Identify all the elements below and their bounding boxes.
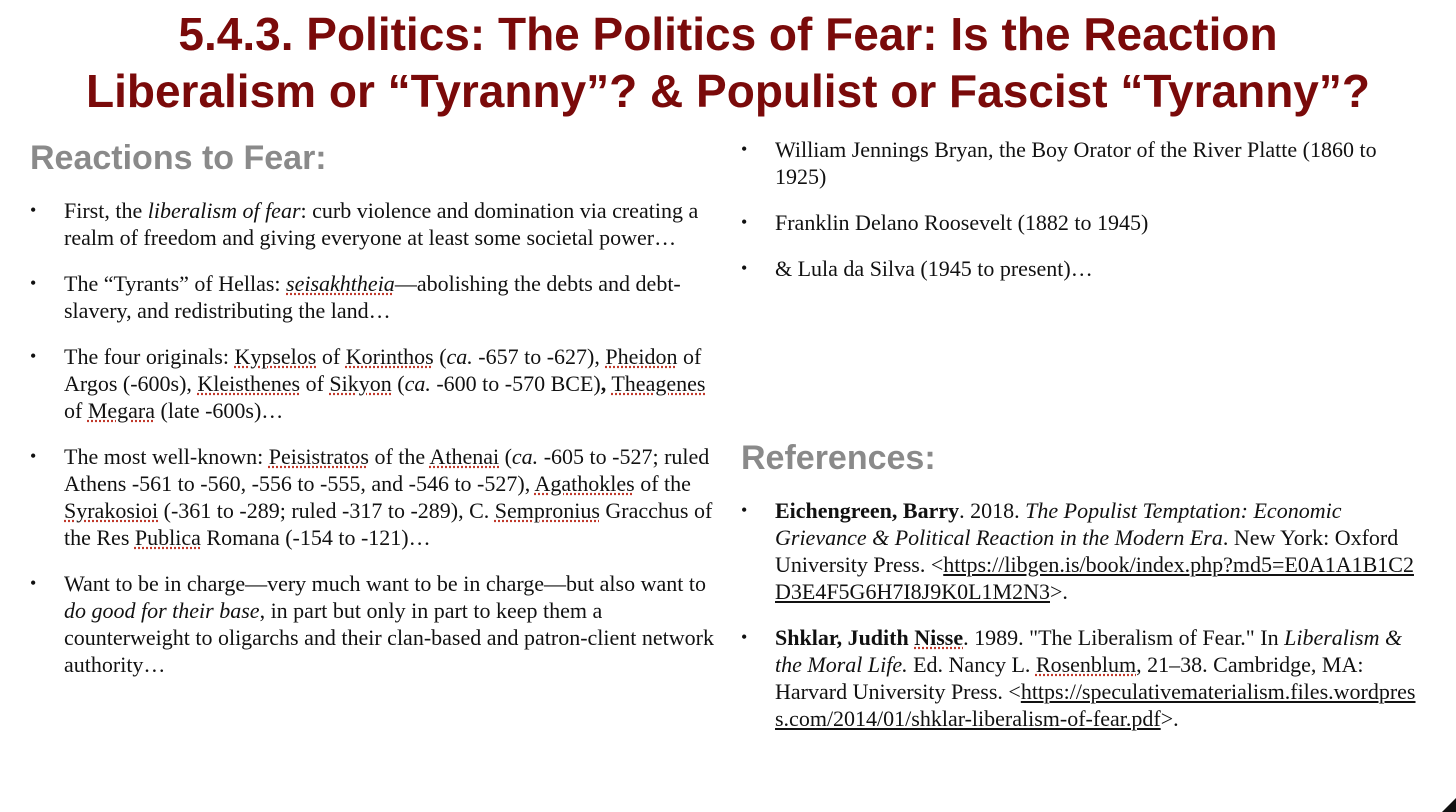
reference-link[interactable]: https://speculativematerialism.files.wordpress.com/2014/01/shklar-liberalism-of-fear.pdf [775, 679, 1416, 731]
list-item: • The four originals: Kypselos of Korinthos (ca. -657 to -627), Pheidon of Argos (-600s), Kleisthenes of Sikyon (ca. -600 to -570 BCE), Theagenes of Megara (late -600s)… [30, 344, 706, 423]
reactions-list [30, 197, 720, 697]
references-heading: References: [741, 439, 936, 477]
title-line-2: Liberalism or “Tyranny”? & Populist or Fascist “Tyranny”? [85, 65, 1370, 117]
bullet-icon: • [30, 446, 37, 466]
bullet-icon: • [741, 258, 748, 278]
reference-item: • Shklar, Judith Nisse. 1989. "The Liberalism of Fear." In Liberalism & the Moral Life. Ed. Nancy L. Rosenblum, 21–38. Cambridge, MA: Harvard University Press. <https://speculativematerialism.files.wordpress.com/2014/01/shklar-liberalism-of-fear.pdf>. [741, 625, 1416, 731]
list-item: • The “Tyrants” of Hellas: seisakhtheia—abolishing the debts and debt-slavery, and redistributing the land… [30, 271, 681, 323]
title-line-1: 5.4.3. Politics: The Politics of Fear: Is the Reaction [178, 8, 1278, 60]
list-item: • William Jennings Bryan, the Boy Orator of the River Platte (1860 to 1925) [741, 137, 1377, 189]
bullet-icon: • [741, 627, 748, 647]
bullet-icon: • [30, 573, 37, 593]
list-item: • The most well-known: Peisistratos of the Athenai (ca. -605 to -527; ruled Athens -561 to -560, -556 to -555, and -546 to -527), Agathokles of the Syrakosioi (-361 to -289; ruled -317 to -289), C. Sempronius Gracchus of the Res Publica Romana (-154 to -121)… [30, 444, 713, 550]
bullet-icon: • [30, 273, 37, 293]
list-item: • & Lula da Silva (1945 to present)… [741, 256, 1093, 281]
references-list [741, 497, 1421, 751]
list-item: • Want to be in charge—very much want to be in charge—but also want to do good for their base, in part but only in part to keep them a counterweight to oligarchs and their clan-based and patron-client network authority… [30, 571, 714, 677]
bullet-icon: • [741, 212, 748, 232]
populists-list [741, 136, 1421, 301]
corner-triangle-icon [1442, 798, 1456, 812]
bullet-icon: • [741, 500, 748, 520]
bullet-icon: • [741, 139, 748, 159]
reactions-heading: Reactions to Fear: [30, 139, 327, 177]
bullet-icon: • [30, 346, 37, 366]
slide-title [0, 6, 1456, 120]
reference-link[interactable]: https://libgen.is/book/index.php?md5=E0A1A1B1C2D3E4F5G6H7I8J9K0L1M2N3 [775, 552, 1414, 604]
list-item: • Franklin Delano Roosevelt (1882 to 1945) [741, 210, 1149, 235]
list-item: • First, the liberalism of fear: curb violence and domination via creating a realm of freedom and giving everyone at least some societal power… [30, 198, 699, 250]
reference-item: • Eichengreen, Barry. 2018. The Populist Temptation: Economic Grievance & Political Reaction in the Modern Era. New York: Oxford University Press. <https://libgen.is/book/index.php?md5=E0A1A1B1C2D3E4F5G6H7I8J9K0L1M2N3>. [741, 498, 1414, 604]
bullet-icon: • [30, 200, 37, 220]
